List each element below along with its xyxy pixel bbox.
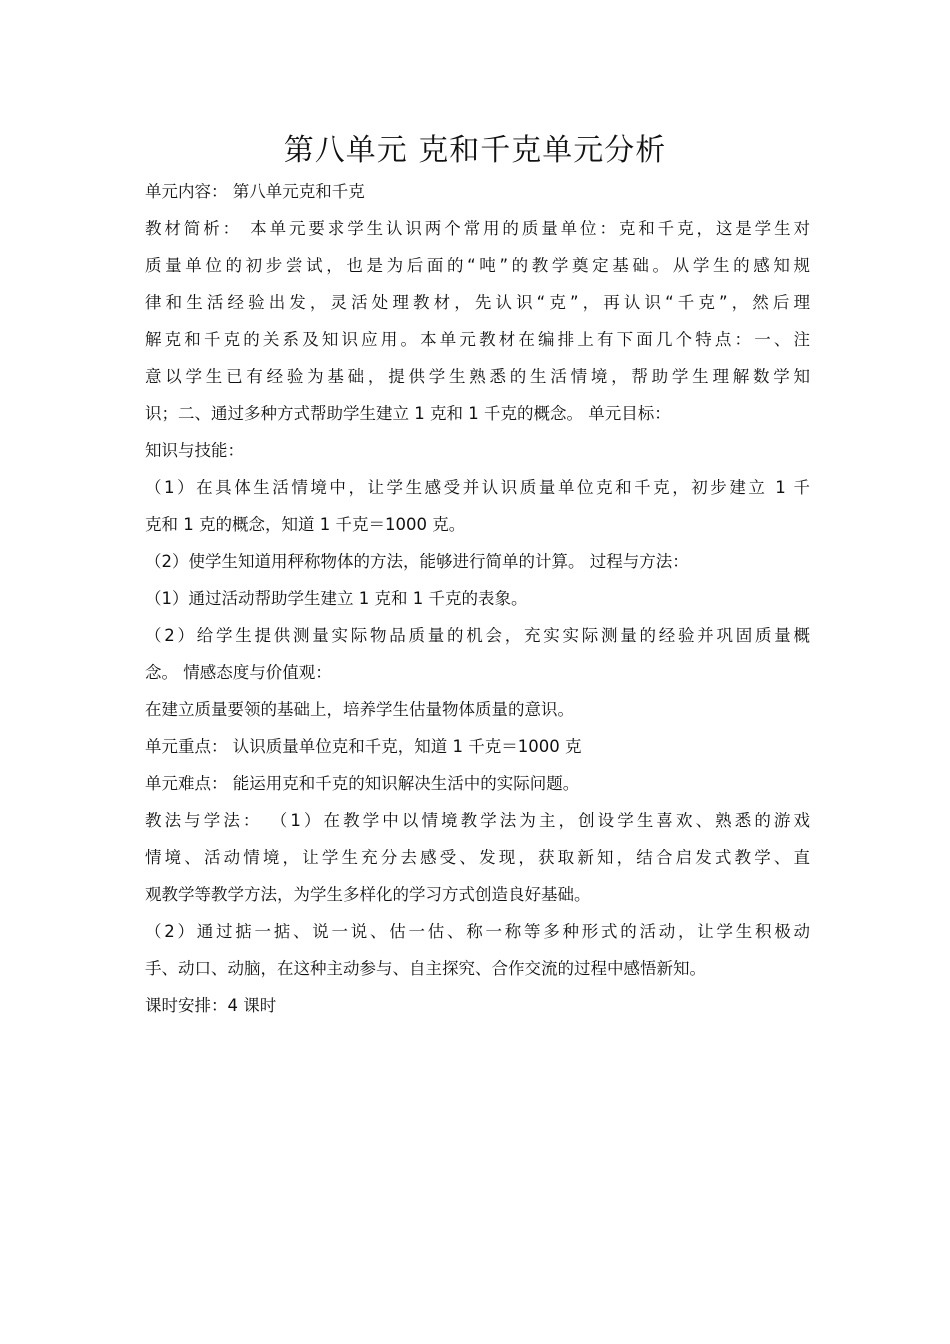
teaching-method-line: 观教学等教学方法，为学生多样化的学习方式创造良好基础。 [145,885,591,904]
difficulty-line: 单元难点： 能运用克和千克的知识解决生活中的实际问题。 [145,774,580,793]
schedule-line: 课时安排：4 课时 [145,996,277,1015]
goal-item-line: （1）在具体生活情境中，让学生感受并认识质量单位克和千克，初步建立 1 千 [145,478,810,497]
knowledge-skills-heading: 知识与技能： [145,441,244,460]
paragraph-line: 律和生活经验出发，灵活处理教材，先认识“克”，再认识“千克”，然后理 [145,293,810,312]
process-item-line: （1）通过活动帮助学生建立 1 克和 1 千克的表象。 [145,589,528,608]
paragraph-line: 意以学生已有经验为基础，提供学生熟悉的生活情境，帮助学生理解数学知 [145,367,810,386]
unit-content-line: 单元内容： 第八单元克和千克 [145,182,365,201]
attitude-line: 在建立质量要领的基础上，培养学生估量物体质量的意识。 [145,700,574,719]
goal-item-line: 克和 1 克的概念，知道 1 千克＝1000 克。 [145,515,466,534]
process-item-line: （2）给学生提供测量实际物品质量的机会，充实实际测量的经验并巩固质量概 [145,626,810,645]
teaching-method-line: （2）通过掂一掂、说一说、估一估、称一称等多种形式的活动，让学生积极动 [145,922,810,941]
document-title: 第八单元 克和千克单元分析 [283,133,667,168]
process-item-line: 念。 情感态度与价值观： [145,663,332,682]
paragraph-line: 识；二、通过多种方式帮助学生建立 1 克和 1 千克的概念。 单元目标： [145,404,671,423]
teaching-method-line: 教法与学法： （1）在教学中以情境教学法为主，创设学生喜欢、熟悉的游戏 [145,811,810,830]
goal-item-line: （2）使学生知道用秤称物体的方法，能够进行简单的计算。 过程与方法： [145,552,689,571]
paragraph-line: 质量单位的初步尝试，也是为后面的“吨”的教学奠定基础。从学生的感知规 [145,256,810,275]
paragraph-line: 解克和千克的关系及知识应用。本单元教材在编排上有下面几个特点：一、注 [145,330,810,349]
textbook-analysis-line: 教材简析： 本单元要求学生认识两个常用的质量单位：克和千克，这是学生对 [145,219,810,238]
teaching-method-line: 情境、活动情境，让学生充分去感受、发现，获取新知，结合启发式教学、直 [145,848,810,867]
document-body [145,173,810,1024]
teaching-method-line: 手、动口、动脑，在这种主动参与、自主探究、合作交流的过程中感悟新知。 [145,959,706,978]
key-point-line: 单元重点： 认识质量单位克和千克，知道 1 千克＝1000 克 [145,737,582,756]
